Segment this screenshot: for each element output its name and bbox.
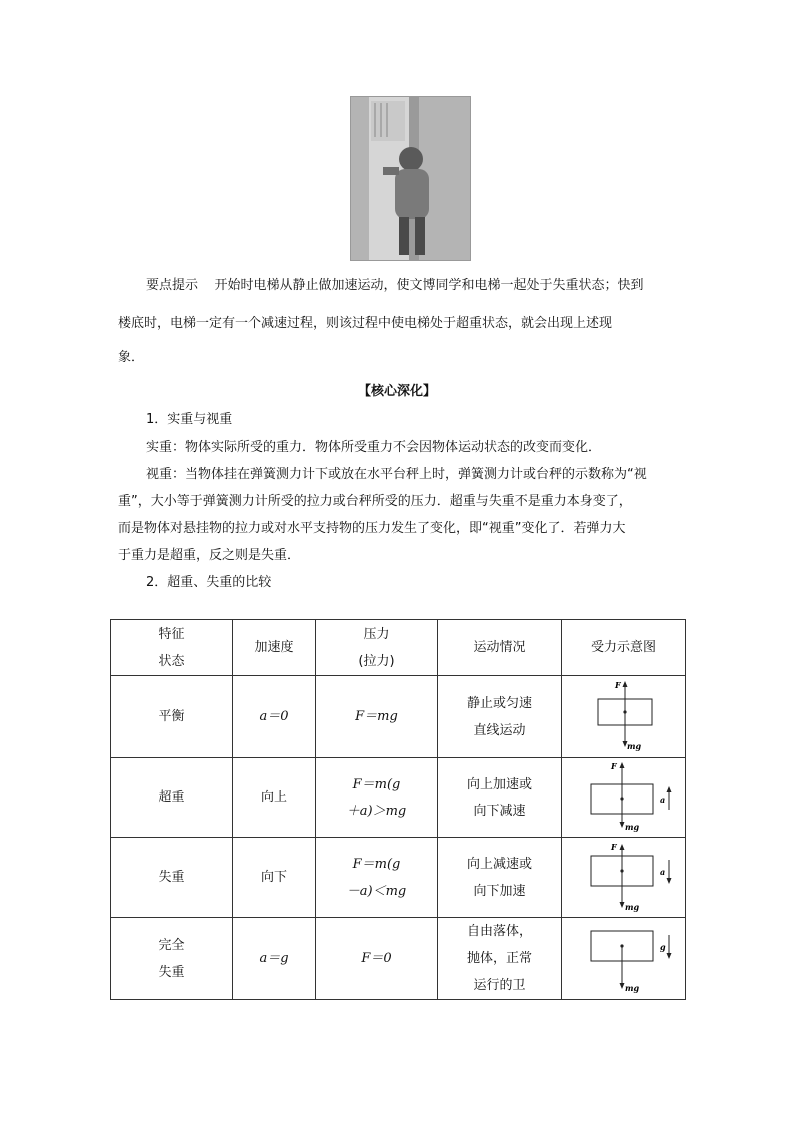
motion-cell: 静止或匀速 直线运动 — [438, 676, 562, 758]
underweight-force-diagram — [569, 840, 679, 916]
tips-label: 要点提示 — [146, 278, 199, 293]
table-row — [111, 838, 686, 918]
table-row — [111, 758, 686, 838]
label-mg: mg — [624, 982, 639, 993]
motion-cell: 向上减速或 向下加速 — [438, 838, 562, 918]
table-row — [111, 676, 686, 758]
diagram-cell — [562, 838, 686, 918]
accel-cell: a＝0 — [233, 676, 316, 758]
accel-cell: 向下 — [233, 838, 316, 918]
accel-cell: a＝g — [233, 918, 316, 1000]
s1-apparent-1: 视重：当物体挂在弹簧测力计下或放在水平台秤上时，弹簧测力计或台秤的示数称为“视 — [146, 467, 647, 482]
header-force: 压力 (拉力) — [316, 620, 438, 676]
force-cell: F＝0 — [316, 918, 438, 1000]
label-mg: mg — [624, 821, 639, 832]
label-a: a — [659, 794, 665, 805]
motion-cell: 向上加速或 向下减速 — [438, 758, 562, 838]
label-a: a — [659, 866, 665, 877]
tips-text-1: 开始时电梯从静止做加速运动，使文博同学和电梯一起处于失重状态；快到 — [214, 278, 644, 293]
label-mg: mg — [626, 740, 641, 751]
force-cell: F＝m(g ＋a)＞mg — [316, 758, 438, 838]
overweight-force-diagram — [569, 760, 679, 836]
s1-real: 实重：物体实际所受的重力．物体所受重力不会因物体运动状态的改变而变化． — [146, 440, 602, 455]
s2-heading: 2．超重、失重的比较 — [146, 575, 272, 590]
tips-line-2: 楼底时，电梯一定有一个减速过程，则该过程中使电梯处于超重状态，就会出现上述现 — [118, 316, 613, 331]
header-motion: 运动情况 — [438, 620, 562, 676]
state-cell: 超重 — [111, 758, 233, 838]
accel-cell: 向上 — [233, 758, 316, 838]
elevator-photo — [350, 96, 471, 261]
s1-apparent-4: 于重力是超重，反之则是失重． — [118, 548, 301, 563]
diagram-cell — [562, 758, 686, 838]
label-g: g — [659, 941, 666, 952]
header-state: 特征 状态 — [111, 620, 233, 676]
s1-apparent-3: 而是物体对悬挂物的拉力或对水平支持物的压力发生了变化，即“视重”变化了．若弹力大 — [118, 521, 626, 536]
state-cell: 失重 — [111, 838, 233, 918]
header-diagram: 受力示意图 — [562, 620, 686, 676]
header-accel: 加速度 — [233, 620, 316, 676]
diagram-cell — [562, 676, 686, 758]
force-cell: F＝m(g －a)＜mg — [316, 838, 438, 918]
label-mg: mg — [624, 901, 639, 912]
force-cell: F＝mg — [316, 676, 438, 758]
diagram-cell — [562, 918, 686, 1000]
comparison-table — [110, 619, 686, 1000]
complete-weightless-force-diagram — [569, 921, 679, 997]
label-F: F — [610, 841, 617, 852]
table-header-row — [111, 620, 686, 676]
state-cell: 平衡 — [111, 676, 233, 758]
elevator-child-photo-icon — [351, 97, 471, 261]
table-row — [111, 918, 686, 1000]
balance-force-diagram — [569, 679, 679, 755]
tips-line-3: 象． — [118, 350, 145, 365]
label-F: F — [614, 679, 621, 690]
section-title: 【核心深化】 — [357, 384, 436, 399]
s1-apparent-2: 重”，大小等于弹簧测力计所受的拉力或台秤所受的压力．超重与失重不是重力本身变了， — [118, 494, 632, 509]
motion-cell: 自由落体， 抛体，正常 运行的卫 — [438, 918, 562, 1000]
s1-heading: 1．实重与视重 — [146, 412, 233, 427]
label-F: F — [610, 760, 617, 771]
tips-line-1 — [146, 274, 644, 293]
state-cell: 完全 失重 — [111, 918, 233, 1000]
